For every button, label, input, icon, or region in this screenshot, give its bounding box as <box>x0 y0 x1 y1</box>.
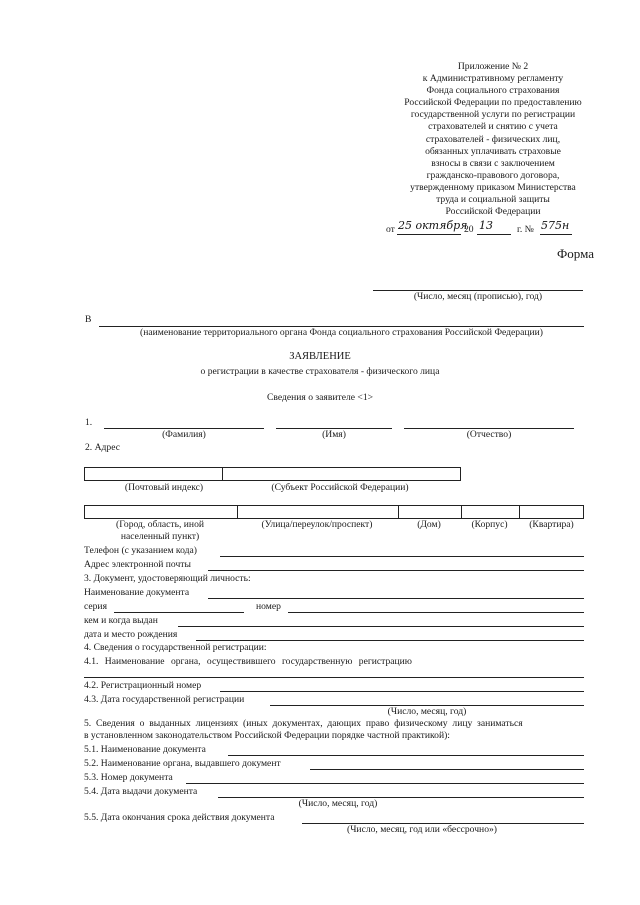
number-label: номер <box>256 601 281 612</box>
house-field[interactable] <box>398 505 460 519</box>
building-field[interactable] <box>461 505 518 519</box>
lic-54-label: 5.4. Дата выдачи документа <box>84 786 198 797</box>
phone-label: Телефон (с указанием кода) <box>84 545 197 556</box>
city-caption-1: (Город, область, иной <box>116 519 204 530</box>
issued-field[interactable] <box>178 626 584 627</box>
lic-number-field[interactable] <box>186 783 584 784</box>
license-heading-2: в установленном законодательством Российской Федерации порядке частной практикой): <box>84 730 450 741</box>
city-caption-2: населенный пункт) <box>120 531 200 542</box>
appendix-line: Фонда социального страхования <box>426 85 560 97</box>
lic-issue-date-caption: (Число, месяц, год) <box>298 798 378 809</box>
name-number: 1. <box>85 417 93 428</box>
to-caption: (наименование территориального органа Фонда социального страхования Российской Федерации) <box>140 327 543 338</box>
email-label: Адрес электронной почты <box>84 559 191 570</box>
lic-doc-name-field[interactable] <box>228 755 584 756</box>
address-label: 2. Адрес <box>85 442 120 453</box>
apartment-caption: (Квартира) <box>529 519 574 530</box>
postal-code-field[interactable] <box>84 467 221 481</box>
lic-expiry-date-caption: (Число, месяц, год или «бессрочно») <box>347 824 497 835</box>
apartment-field[interactable] <box>519 505 584 519</box>
year-prefix: 20 <box>464 224 474 235</box>
appendix-line: Российской Федерации по предоставлению <box>404 97 582 109</box>
appendix-line: труда и социальной защиты <box>436 194 550 206</box>
date-caption: (Число, месяц (прописью), год) <box>413 291 543 302</box>
reg-41-label: 4.1. Наименование органа, осуществившего государственную регистрацию <box>84 656 412 667</box>
lic-53-label: 5.3. Номер документа <box>84 772 173 783</box>
lic-52-label: 5.2. Наименование органа, выдавшего документ <box>84 758 281 769</box>
phone-field[interactable] <box>220 556 584 557</box>
page-subtitle: о регистрации в качестве страхователя - физического лица <box>200 366 440 377</box>
reg-date-caption: (Число, месяц, год) <box>387 706 467 717</box>
appendix-line: гражданско-правового договора, <box>426 169 560 181</box>
surname-caption: (Фамилия) <box>162 429 206 440</box>
appendix-line: утвержденному приказом Министерства <box>410 181 576 193</box>
lic-55-label: 5.5. Дата окончания срока действия документа <box>84 812 275 823</box>
handwritten-date: 25 октября <box>398 219 468 232</box>
lic-issuer-field[interactable] <box>310 769 584 770</box>
handwritten-number: 575н <box>541 219 570 232</box>
email-field[interactable] <box>208 570 584 571</box>
birth-label: дата и место рождения <box>84 629 178 640</box>
id-doc-heading: 3. Документ, удостоверяющий личность: <box>84 573 251 584</box>
doc-name-label: Наименование документа <box>84 587 190 598</box>
appendix-line: Приложение № 2 <box>457 61 529 72</box>
page-title: ЗАЯВЛЕНИЕ <box>289 351 351 362</box>
appendix-line: Российской Федерации <box>445 206 541 218</box>
to-label: В <box>85 314 92 325</box>
appendix-line: страхователей и снятию с учета <box>428 121 558 133</box>
doc-name-field[interactable] <box>208 598 584 599</box>
appendix-line: государственной услуги по регистрации <box>410 109 576 121</box>
registration-heading: 4. Сведения о государственной регистрации: <box>84 642 267 653</box>
appendix-line: страхователей - физических лиц, <box>425 133 561 145</box>
appendix-line: к Административному регламенту <box>422 73 564 85</box>
series-field[interactable] <box>114 612 244 613</box>
date-prefix: от <box>386 224 395 235</box>
postal-code-caption: (Почтовый индекс) <box>124 482 204 493</box>
street-field[interactable] <box>237 505 397 519</box>
region-field[interactable] <box>222 467 461 481</box>
house-caption: (Дом) <box>417 519 441 530</box>
series-label: серия <box>84 601 107 612</box>
birth-field[interactable] <box>196 640 584 641</box>
appendix-line: взносы в связи с заключением <box>431 157 555 169</box>
lic-51-label: 5.1. Наименование документа <box>84 744 206 755</box>
issued-label: кем и когда выдан <box>84 615 158 626</box>
first-name-caption: (Имя) <box>322 429 346 440</box>
building-caption: (Корпус) <box>471 519 508 530</box>
appendix-header <box>360 61 626 218</box>
reg-42-label: 4.2. Регистрационный номер <box>84 680 202 691</box>
region-caption: (Субъект Российской Федерации) <box>271 482 409 493</box>
section-title: Сведения о заявителе <1> <box>266 392 374 403</box>
form-label: Форма <box>557 246 594 261</box>
handwritten-year: 13 <box>479 219 493 232</box>
reg-43-label: 4.3. Дата государственной регистрации <box>84 694 245 705</box>
number-field[interactable] <box>288 612 584 613</box>
patronymic-caption: (Отчество) <box>466 429 512 440</box>
reg-authority-field[interactable] <box>84 677 584 678</box>
license-heading-1: 5. Сведения о выданных лицензиях (иных документах, дающих право физическому лицу заниматься <box>84 718 523 729</box>
city-field[interactable] <box>84 505 236 519</box>
reg-number-field[interactable] <box>220 691 584 692</box>
appendix-line: обязанных уплачивать страховые <box>425 145 561 157</box>
number-prefix: г. № <box>517 224 534 235</box>
street-caption: (Улица/переулок/проспект) <box>261 519 373 530</box>
